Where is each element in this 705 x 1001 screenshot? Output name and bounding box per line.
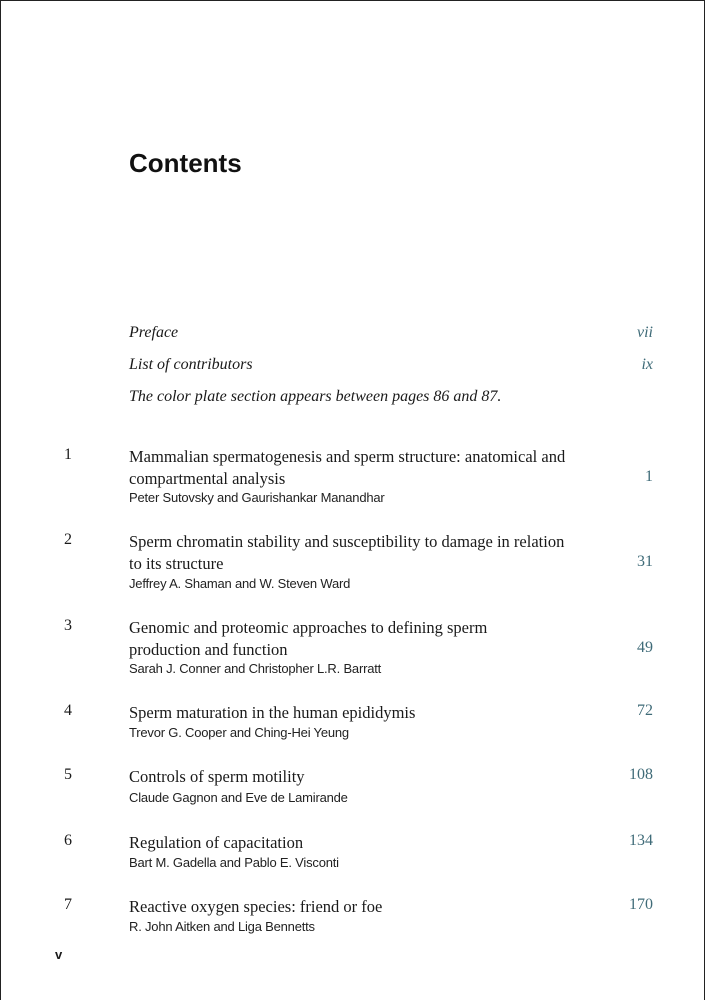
chapter-authors: Bart M. Gadella and Pablo E. Visconti [129,855,339,870]
chapter-number: 6 [64,832,72,849]
chapter-title: Sperm maturation in the human epididymis [129,703,416,722]
chapter-authors: Sarah J. Conner and Christopher L.R. Barratt [129,661,382,676]
page-folio: v [55,947,63,962]
chapter-page-number: 134 [629,832,653,849]
chapter-number: 2 [64,531,72,548]
chapter-number: 5 [64,766,72,783]
front-page-number: vii [637,324,653,341]
chapter-page-number: 31 [637,553,653,570]
front-page-number: ix [641,356,653,373]
chapter-number: 3 [64,617,72,634]
chapter-title: Genomic and proteomic approaches to defining sperm production and function [129,618,488,659]
chapter-authors: Trevor G. Cooper and Ching-Hei Yeung [129,725,349,740]
front-label: The color plate section appears between pages 86 and 87. [129,388,502,405]
chapter-page-number: 49 [637,639,653,656]
page-title: Contents [129,148,242,178]
chapter-number: 4 [64,702,72,719]
chapter-page-number: 108 [629,766,653,783]
chapter-title: Regulation of capacitation [129,833,304,852]
chapter-title: Controls of sperm motility [129,767,305,786]
chapter-title: Sperm chromatin stability and susceptibility to damage in relation to its structure [129,532,565,573]
color-plate-note [129,388,653,406]
chapter-authors: R. John Aitken and Liga Bennetts [129,919,315,934]
chapter-authors: Claude Gagnon and Eve de Lamirande [129,790,348,805]
chapter-page-number: 170 [629,896,653,913]
chapter-page-number: 72 [637,702,653,719]
toc-contributors[interactable] [129,356,653,374]
chapter-authors: Jeffrey A. Shaman and W. Steven Ward [129,576,351,591]
front-label: List of contributors [129,356,253,373]
chapter-title: Reactive oxygen species: friend or foe [129,897,383,916]
chapter-number: 7 [64,896,72,913]
chapter-page-number: 1 [645,468,653,485]
chapter-number: 1 [64,446,72,463]
toc-preface[interactable] [129,324,653,342]
chapter-authors: Peter Sutovsky and Gaurishankar Manandhar [129,490,385,505]
chapter-title: Mammalian spermatogenesis and sperm structure: anatomical and compartmental analysis [129,447,566,488]
front-label: Preface [129,324,179,341]
